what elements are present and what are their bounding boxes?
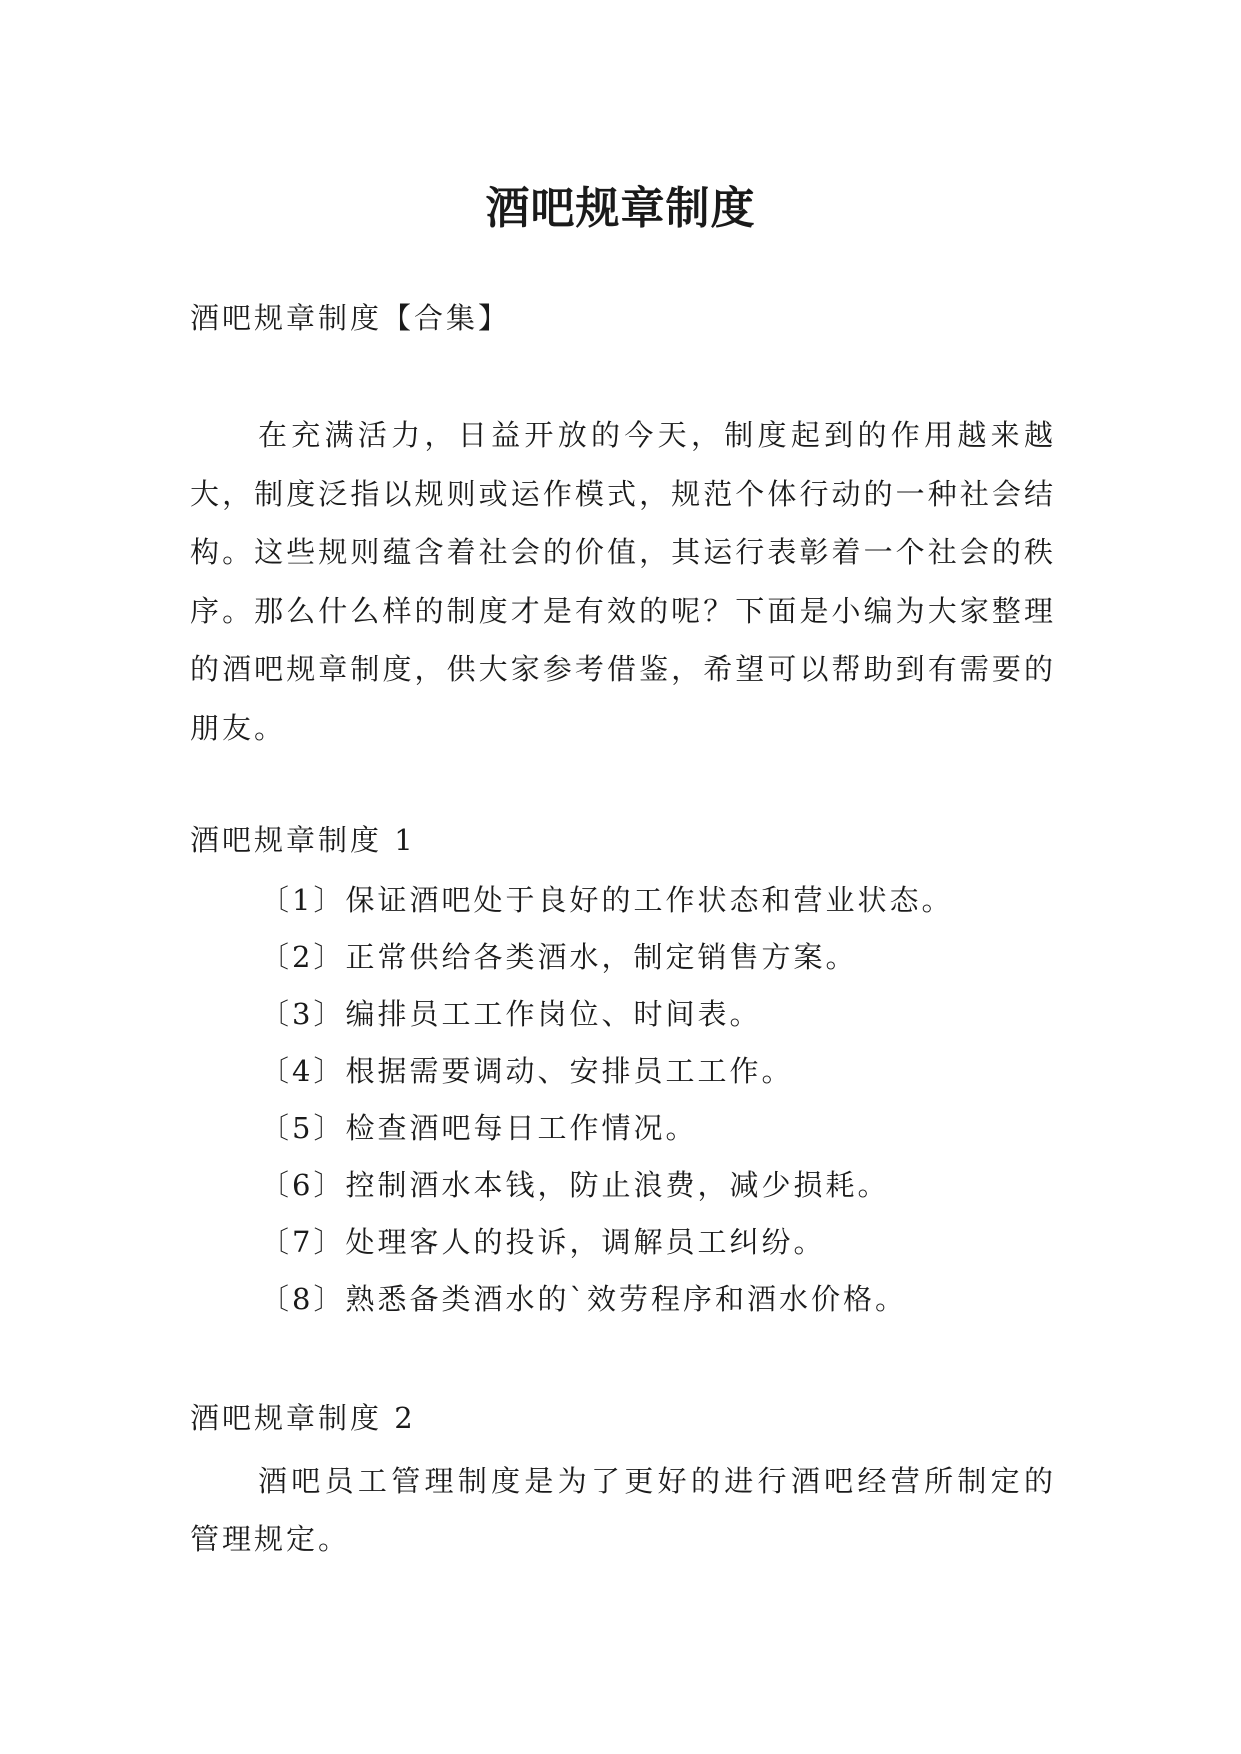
- rule-item: 〔1〕保证酒吧处于良好的工作状态和营业状态。: [260, 882, 954, 917]
- section-heading-1: 酒吧规章制度 1: [190, 822, 416, 857]
- section-2-paragraph: 酒吧员工管理制度是为了更好的进行酒吧经营所制定的管理规定。: [190, 1463, 1056, 1556]
- rule-item: 〔6〕控制酒水本钱，防止浪费，减少损耗。: [260, 1167, 890, 1202]
- rule-item: 〔8〕熟悉备类酒水的`效劳程序和酒水价格。: [260, 1281, 907, 1316]
- section-heading-2: 酒吧规章制度 2: [190, 1400, 416, 1435]
- rule-list: [190, 872, 1056, 1328]
- rule-item: 〔2〕正常供给各类酒水，制定销售方案。: [260, 939, 858, 974]
- page-title: 酒吧规章制度: [485, 183, 756, 235]
- rule-item: 〔5〕检查酒吧每日工作情况。: [260, 1110, 698, 1145]
- rule-item: 〔4〕根据需要调动、安排员工工作。: [260, 1053, 794, 1088]
- rule-item: 〔3〕编排员工工作岗位、时间表。: [260, 996, 762, 1031]
- document-body: [190, 290, 1056, 1568]
- document-subtitle: 酒吧规章制度【合集】: [190, 301, 511, 335]
- intro-paragraph: 在充满活力，日益开放的今天，制度起到的作用越来越大，制度泛指以规则或运作模式，规范个体行动的一种社会结构。这些规则蕴含着社会的价值，其运行表彰着一个社会的秩序。那么什么样的制度才是有效的呢？下面是小编为大家整理的酒吧规章制度，供大家参考借鉴，希望可以帮助到有需要的朋友。: [190, 418, 1056, 745]
- rule-item: 〔7〕处理客人的投诉，调解员工纠纷。: [260, 1224, 826, 1259]
